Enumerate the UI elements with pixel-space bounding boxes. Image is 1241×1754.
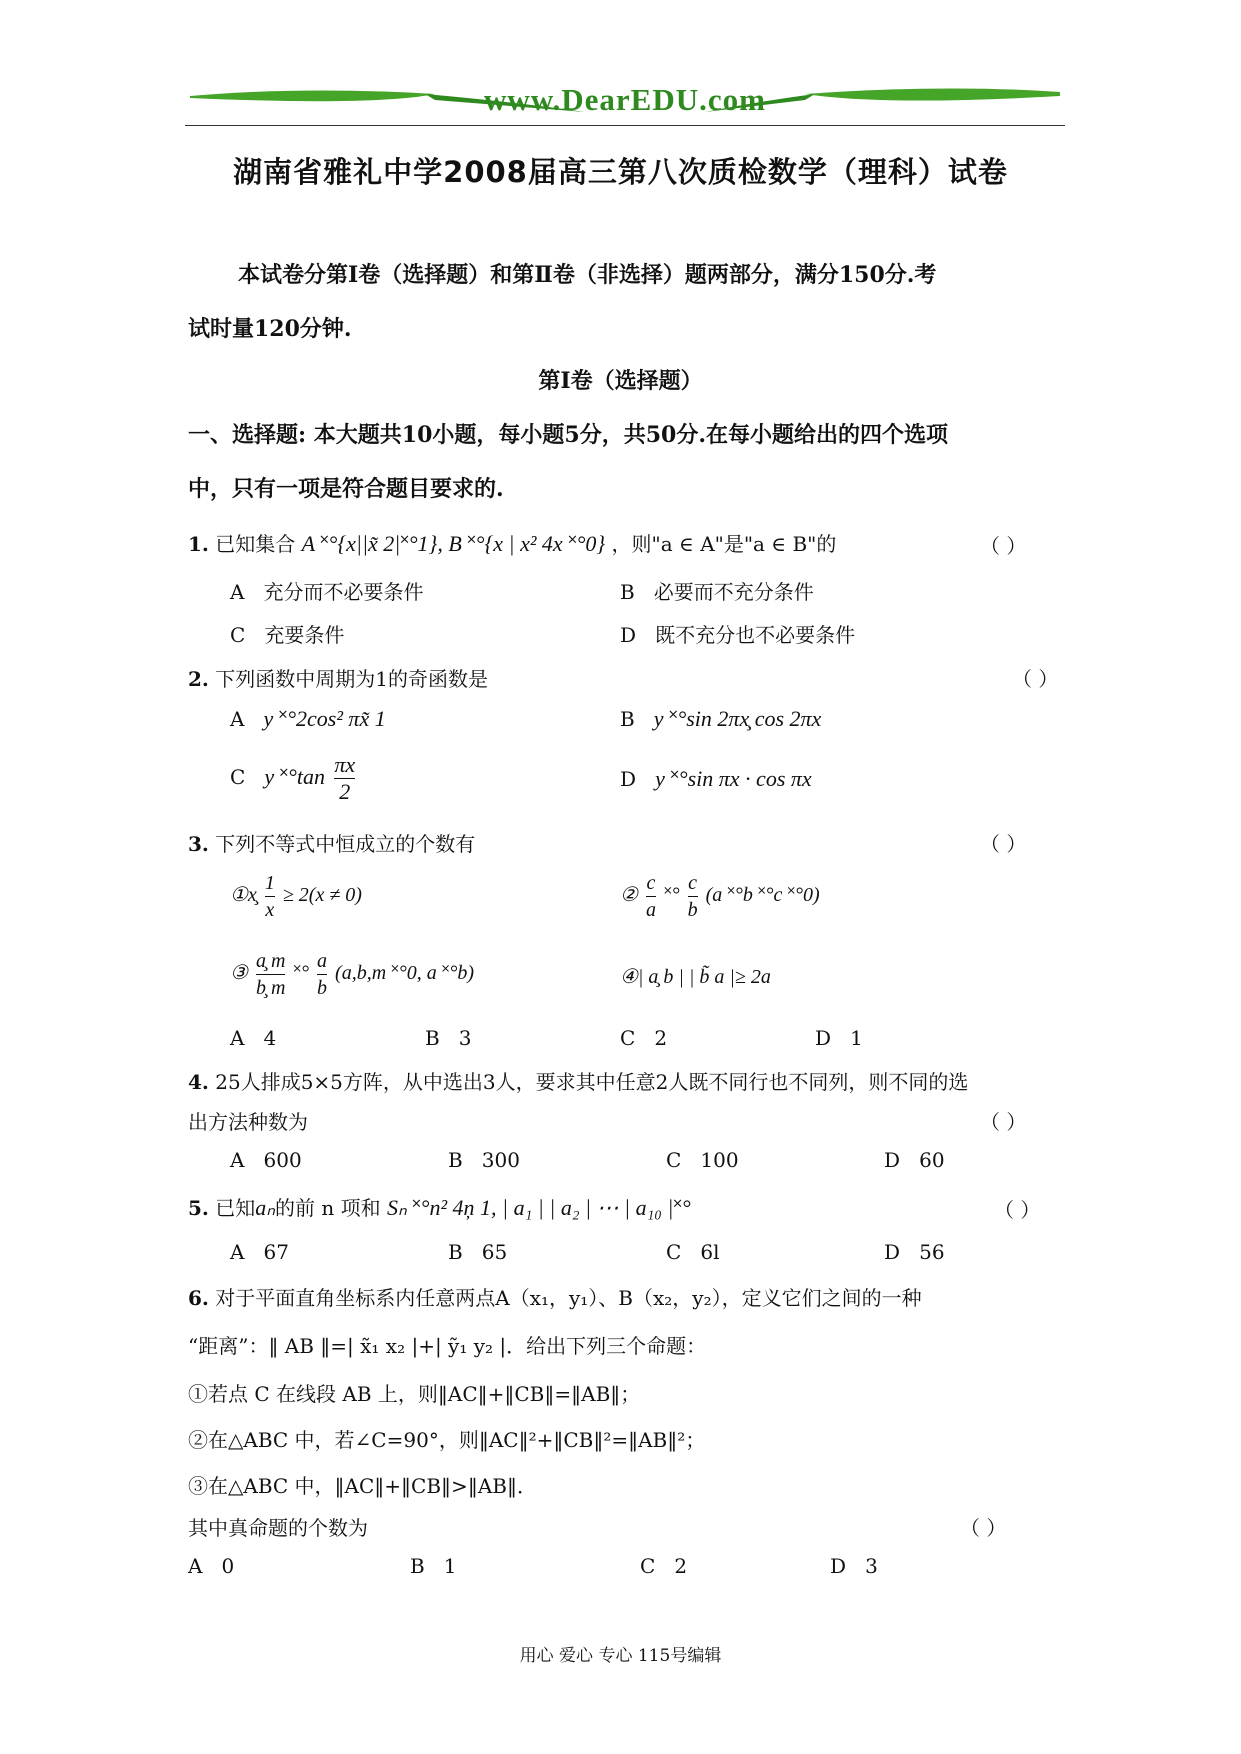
section-instruction-1: 一、选择题: 本大题共10小题，每小题5分，共50分.在每小题给出的四个选项 [188, 422, 948, 448]
question-number: 4. [188, 1070, 209, 1094]
answer-paren: （ ） [1012, 667, 1059, 691]
answer-paren: （ ） [980, 534, 1027, 558]
q2-option-c: C y ˟°tan $\frac{\pi x}{2}$ [230, 752, 356, 804]
q3-item-4: ④| a̧ b | | b̃ a |≥ 2a [620, 966, 771, 988]
page-title: 湖南省雅礼中学2008届高三第八次质检数学（理科）试卷 [233, 155, 1008, 189]
q4-option-b: B 300 [448, 1148, 520, 1172]
question-5-math: Sₙ ˟°n² 4ņ 1, | a₁ | | a₂ | ⋯ | a₁₀ |˟° [386, 1195, 691, 1220]
question-6-text-1: 对于平面直角坐标系内任意两点A（x₁，y₁）、B（x₂，y₂），定义它们之间的一种 [215, 1286, 922, 1310]
q5-option-c: C 6l [666, 1240, 720, 1264]
question-number: 2. [188, 667, 209, 691]
q3-option-b: B 3 [425, 1026, 472, 1050]
q5-option-d: D 56 [884, 1240, 945, 1264]
header-rule [185, 125, 1065, 126]
q1-option-c: C 充要条件 [230, 623, 345, 647]
q2-option-d: D y ˟°sin πx · cos πx [620, 766, 812, 791]
question-6-question: 其中真命题的个数为 [188, 1516, 368, 1540]
q4-option-d: D 60 [884, 1148, 945, 1172]
header-banner [185, 80, 1065, 126]
intro-line-2: 试时量120分钟. [188, 316, 352, 342]
question-number: 1. [188, 532, 209, 556]
q3-option-d: D 1 [815, 1026, 863, 1050]
question-6-text-2: “距离”：‖ AB ‖=| x̃₁ x₂ |+| ỹ₁ y₂ |．给出下列三个命题： [188, 1334, 707, 1358]
q3-item-1: ①x̧ $\frac{1}{x}$ ≥ 2(x ≠ 0) [230, 872, 362, 921]
question-4-stem [188, 1066, 968, 1095]
q4-option-c: C 100 [666, 1148, 739, 1172]
question-3-stem [188, 828, 475, 857]
intro-line-1: 本试卷分第Ⅰ卷（选择题）和第Ⅱ卷（非选择）题两部分，满分150分.考 [238, 262, 937, 288]
question-4-text-1: 25人排成5×5方阵，从中选出3人，要求其中任意2人既不同行也不同列，则不同的选 [215, 1070, 969, 1094]
answer-paren: （ ） [980, 832, 1027, 856]
question-5-an: aₙ [255, 1195, 276, 1220]
question-number: 3. [188, 832, 209, 856]
question-4-text-2: 出方法种数为 [188, 1110, 308, 1134]
q6-option-d: D 3 [830, 1554, 878, 1578]
page-footer: 用心 爱心 专心 115号编辑 [519, 1646, 722, 1666]
q5-option-b: B 65 [448, 1240, 508, 1264]
q3-option-a: A 4 [230, 1026, 277, 1050]
question-2-stem [188, 663, 488, 692]
q2-option-b: B y ˟°sin 2πx̧ cos 2πx [620, 706, 822, 731]
q1-option-a: A 充分而不必要条件 [230, 580, 424, 604]
question-1-math: A ˟°{x||x̃ 2|˟°1}, B ˟°{x | x² 4x ˟°0} [301, 531, 606, 556]
q3-option-c: C 2 [620, 1026, 668, 1050]
q3-item-3: ③ $\frac{a̧ m}{b̧ m}$ ˟° $\frac{a}{b}$ (a,b,m ˟°0, a ˟°b) [230, 950, 475, 999]
question-number: 6. [188, 1286, 209, 1310]
q1-option-b: B 必要而不充分条件 [620, 580, 814, 604]
question-2-text: 下列函数中周期为1的奇函数是 [215, 667, 488, 691]
question-1-stem [188, 528, 836, 557]
question-1-text-b: ，则"a ∈ A"是"a ∈ B"的 [611, 532, 837, 556]
site-logo-text: www.DearEDU.com [484, 82, 766, 117]
answer-paren: （ ） [994, 1198, 1041, 1222]
question-3-text: 下列不等式中恒成立的个数有 [215, 832, 476, 856]
q1-option-d: D 既不充分也不必要条件 [620, 623, 856, 647]
section-title: 第Ⅰ卷（选择题） [538, 368, 703, 394]
question-number: 5. [188, 1196, 209, 1220]
question-5-text-b: 的前 n 项和 [275, 1196, 381, 1220]
q6-option-b: B 1 [410, 1554, 457, 1578]
q4-option-a: A 600 [230, 1148, 302, 1172]
answer-paren: （ ） [980, 1110, 1027, 1134]
q2-option-a: A y ˟°2cos² πx̃ 1 [230, 706, 386, 731]
section-instruction-2: 中，只有一项是符合题目要求的. [188, 476, 504, 502]
question-6-proposition-3: ③在△ABC 中，‖AC‖+‖CB‖>‖AB‖． [188, 1474, 537, 1498]
q6-option-a: A 0 [188, 1554, 235, 1578]
q5-option-a: A 67 [230, 1240, 289, 1264]
q3-item-2: ② $\frac{c}{a}$ ˟° $\frac{c}{b}$ (a ˟°b ˟°c ˟°0) [620, 872, 820, 921]
question-6-proposition-2: ②在△ABC 中，若∠C=90°，则‖AC‖²+‖CB‖²=‖AB‖²； [188, 1428, 706, 1452]
question-5-text-a: 已知 [215, 1196, 256, 1220]
question-6-proposition-1: ①若点 C 在线段 AB 上，则‖AC‖+‖CB‖=‖AB‖； [188, 1382, 641, 1406]
question-1-text-a: 已知集合 [215, 532, 296, 556]
q6-option-c: C 2 [640, 1554, 688, 1578]
question-5-stem [188, 1192, 691, 1221]
answer-paren: （ ） [960, 1516, 1007, 1540]
question-6-stem [188, 1282, 922, 1311]
